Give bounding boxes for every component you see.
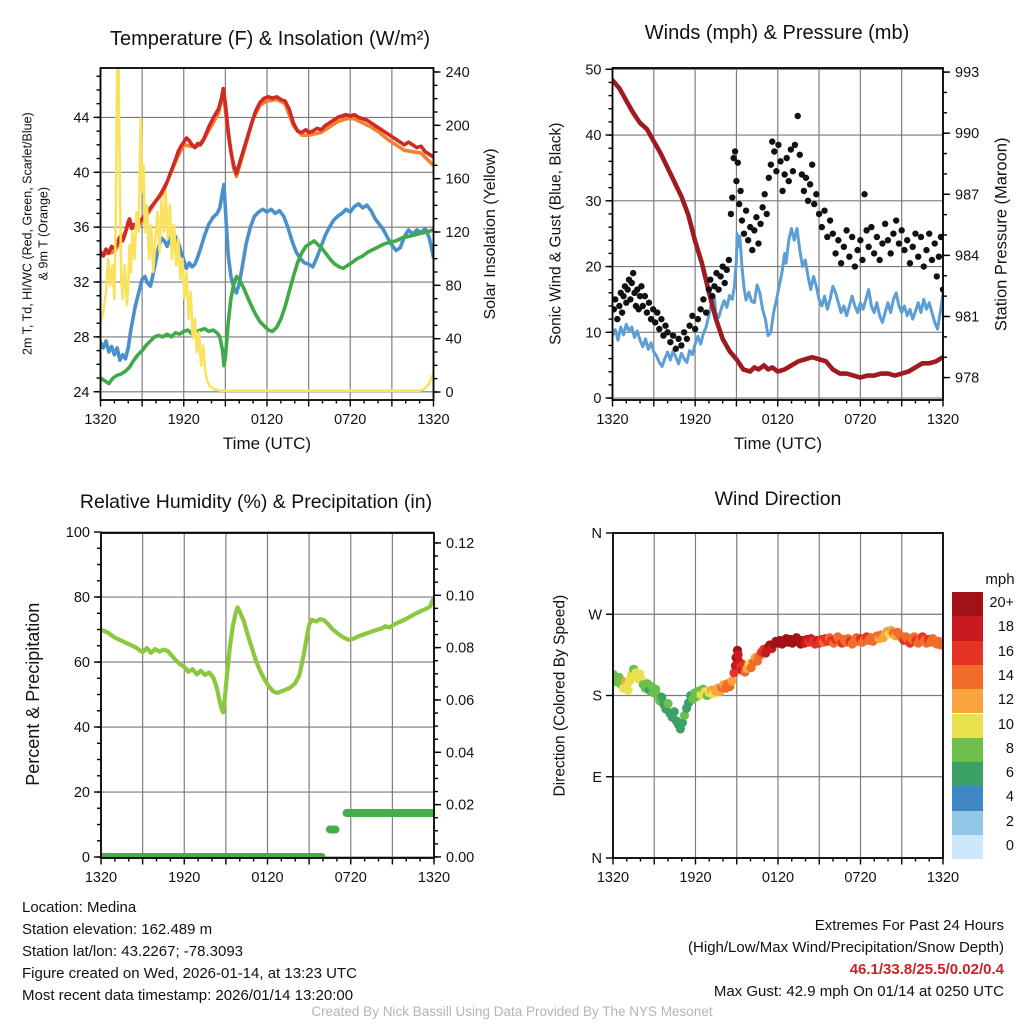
svg-text:1320: 1320 [926,870,960,886]
gusts-dot [620,293,626,299]
gusts-dot [717,273,723,279]
gusts-dot [835,237,841,243]
gusts-dot [735,159,741,165]
svg-text:10: 10 [585,325,602,342]
gusts-dot [707,276,713,282]
svg-text:990: 990 [955,126,980,143]
max-gust-text: Max Gust: 42.9 mph On 01/14 at 0250 UTC [713,983,1004,1000]
svg-text:0120: 0120 [251,870,284,886]
extremes-values: 46.1/33.8/25.5/0.02/0.4 [849,961,1004,978]
gusts-dot [753,214,759,220]
winds-x-axis-label: Time (UTC) [733,434,823,453]
winds-series [611,80,947,377]
gusts-dot [852,263,858,269]
svg-text:0.04: 0.04 [446,745,475,762]
gusts-dot [616,303,622,309]
gusts-dot [709,293,715,299]
gusts-dot [910,244,916,250]
svg-text:978: 978 [955,370,980,387]
temperature-left-axis-label-line1: 2m T, Td, HI/WC (Red, Green, Scarlet/Blue) [20,112,35,355]
svg-text:0: 0 [81,850,90,867]
gusts-dot [816,211,822,217]
gusts-dot [706,286,712,292]
direction-colored-by-speed-dot [670,707,679,716]
svg-text:1320: 1320 [596,870,630,886]
gusts-dot [890,230,896,236]
gusts-dot [654,309,660,315]
svg-text:1920: 1920 [679,870,712,886]
gusts-dot [766,175,772,181]
gusts-dot [749,247,755,253]
gusts-dot [733,178,739,184]
legend-swatch-6 [952,762,983,786]
gusts-dot [614,316,620,322]
legend-swatch-16 [952,641,983,665]
temperature-x-axis-label: Time (UTC) [222,434,312,453]
gusts-dot [896,240,902,246]
gusts-dot [827,217,833,223]
credit-line: Created By Nick Bassill Using Data Provided By The NYS Mesonet [311,1004,713,1019]
gusts-dot [670,332,676,338]
gusts-dot [630,270,636,276]
svg-text:0.02: 0.02 [446,797,475,814]
svg-text:0720: 0720 [844,870,877,886]
wind_direction-chart [588,526,959,886]
gusts-dot [726,257,732,263]
gusts-dot [809,161,815,167]
temperature-chart-title: Temperature (F) & Insolation (W/m²) [109,28,431,50]
svg-text:N: N [591,526,602,542]
svg-text:1920: 1920 [678,412,712,428]
legend-label-8: 8 [1005,740,1014,757]
wind_direction-tick-labels [588,526,959,886]
gusts-dot [887,250,893,256]
gusts-dot [675,336,681,342]
gusts-dot [729,194,735,200]
svg-text:32: 32 [73,275,90,292]
gusts-dot [898,227,904,233]
svg-text:984: 984 [955,248,980,265]
gusts-dot [741,230,747,236]
gusts-dot [768,161,774,167]
gusts-dot [932,240,938,246]
gusts-dot [769,138,775,144]
gusts-dot [652,319,658,325]
gusts-dot [739,217,745,223]
gusts-dot [838,260,844,266]
gusts-dot [790,168,796,174]
gusts-dot [627,296,633,302]
station-location: Location: Medina [22,899,137,916]
gusts-dot [868,224,874,230]
gusts-dot [805,198,811,204]
svg-text:40: 40 [445,331,462,348]
svg-text:0720: 0720 [334,870,367,886]
legend-swatch-2 [952,811,983,835]
legend-label-20+: 20+ [989,595,1014,611]
svg-text:W: W [588,607,602,624]
legend-swatch-10 [952,714,983,738]
gusts-dot [743,207,749,213]
gusts-dot [689,313,695,319]
gusts-dot [918,234,924,240]
gusts-dot [803,175,809,181]
gusts-dot [885,237,891,243]
gusts-dot [901,247,907,253]
legend-swatch-0 [952,835,983,859]
winds-chart [585,62,979,428]
pressure-right-axis-label: Station Pressure (Maroon) [992,137,1011,332]
humidity-left-axis-label: Percent & Precipitation [22,602,43,786]
gusts-dot [771,148,777,154]
extremes-header: Extremes For Past 24 Hours [814,917,1004,934]
svg-text:20: 20 [73,785,90,802]
gusts-dot [692,326,698,332]
wind-direction-left-axis-label: Direction (Colored By Speed) [551,594,569,797]
gusts-dot [781,171,787,177]
gusts-dot [755,240,761,246]
legend-swatch-8 [952,738,983,762]
gusts-dot [658,316,664,322]
svg-text:60: 60 [73,655,90,672]
gusts-dot [876,257,882,263]
gusts-dot [795,113,801,119]
gusts-dot [859,257,865,263]
winds-chart-title: Winds (mph) & Pressure (mb) [644,22,910,44]
legend-swatch-4 [952,786,983,810]
gusts-dot [624,286,630,292]
gusts-dot [926,230,932,236]
svg-text:0720: 0720 [844,412,877,428]
gusts-dot [773,168,779,174]
gusts-dot [751,227,757,233]
gusts-dot [854,247,860,253]
legend-label-18: 18 [997,619,1014,636]
svg-text:1920: 1920 [168,870,201,886]
gusts-dot [786,178,792,184]
gusts-dot [646,300,652,306]
gusts-dot [893,217,899,223]
svg-text:28: 28 [73,329,90,346]
svg-text:993: 993 [955,65,980,82]
extremes-subheader: (High/Low/Max Wind/Precipitation/Snow Depth) [688,939,1004,956]
gusts-dot [811,201,817,207]
most-recent-data-timestamp: Most recent data timestamp: 2026/01/14 13:20:00 [22,987,354,1004]
legend-label-6: 6 [1005,765,1014,782]
gusts-dot [678,342,684,348]
svg-text:100: 100 [65,525,90,542]
legend-label-10: 10 [997,716,1014,733]
direction-colored-by-speed-dot [727,676,736,685]
legend-label-4: 4 [1005,789,1014,806]
legend-swatch-12 [952,689,983,713]
insolation-right-axis-label: Solar Insolation (Yellow) [482,148,499,320]
svg-text:1320: 1320 [926,412,960,428]
gusts-dot [640,303,646,309]
gusts-dot [728,211,734,217]
figure-created-timestamp: Figure created on Wed, 2026-01-14, at 13:23 UTC [22,965,357,982]
svg-text:N: N [591,851,602,867]
gusts-dot [934,273,940,279]
svg-text:40: 40 [73,165,90,182]
gusts-dot [732,148,738,154]
legend-swatch-18 [952,616,983,640]
legend-label-12: 12 [997,692,1014,709]
winds-tick-labels [585,62,979,428]
svg-text:1320: 1320 [596,412,629,428]
gusts-dot [821,207,827,213]
gusts-dot [777,158,783,164]
gusts-dot [644,309,650,315]
direction-colored-by-speed-dot [663,699,672,708]
gusts-dot [681,329,687,335]
gusts-dot [830,230,836,236]
gusts-dot [849,234,855,240]
svg-text:44: 44 [73,110,90,127]
svg-text:40: 40 [73,720,90,737]
gusts-dot [662,323,668,329]
svg-text:E: E [592,769,602,786]
gusts-dot [664,329,670,335]
direction-colored-by-speed-dot [624,685,633,694]
svg-text:0.06: 0.06 [446,692,475,709]
gusts-dot [761,191,767,197]
svg-text:981: 981 [955,309,980,326]
gusts-dot [832,250,838,256]
gusts-dot [757,221,763,227]
gusts-dot [784,155,790,161]
gusts-dot [745,237,751,243]
humidity-chart [66,525,474,886]
gusts-dot [923,247,929,253]
humidity-tick-labels [66,525,474,886]
svg-text:24: 24 [73,384,90,401]
winds-left-axis-label: Sonic Wind & Gust (Blue, Black) [547,122,565,345]
svg-text:1320: 1320 [84,412,117,428]
svg-text:80: 80 [73,590,90,607]
svg-text:160: 160 [445,171,470,188]
svg-text:0.12: 0.12 [446,535,475,552]
svg-text:0.10: 0.10 [446,588,475,605]
svg-text:40: 40 [585,128,602,145]
gusts-dot [797,152,803,158]
gusts-dot [865,244,871,250]
gusts-dot [700,296,706,302]
svg-text:50: 50 [585,62,602,79]
gusts-dot [686,323,692,329]
svg-text:1320: 1320 [417,870,451,886]
svg-text:1320: 1320 [417,412,450,428]
gusts-dot [667,339,673,345]
gusts-dot [695,316,701,322]
gusts-dot [907,260,913,266]
legend-swatch-14 [952,665,983,689]
gusts-dot [871,250,877,256]
gusts-dot [638,283,644,289]
svg-text:20: 20 [585,259,602,276]
gusts-dot [673,346,679,352]
temperature-left-axis-label [20,54,51,414]
gusts-dot [882,221,888,227]
gusts-dot [775,142,781,148]
svg-text:0: 0 [593,391,602,408]
gusts-dot [813,191,819,197]
gusts-dot [801,188,807,194]
gusts-dot [921,263,927,269]
wind-direction-chart-title: Wind Direction [714,488,842,510]
gusts-dot [857,237,863,243]
svg-text:120: 120 [445,225,470,241]
gusts-dot [656,326,662,332]
gusts-dot [619,309,625,315]
gusts-dot [904,237,910,243]
gusts-dot [764,211,770,217]
svg-text:200: 200 [445,118,470,135]
legend-swatch-20+ [952,592,983,616]
station-latlon: Station lat/lon: 43.2267; -78.3093 [22,943,244,960]
humidity-chart-title: Relative Humidity (%) & Precipitation (in) [79,491,433,513]
svg-text:36: 36 [73,220,90,237]
svg-text:987: 987 [955,187,980,204]
gusts-dot [703,309,709,315]
gusts-dot [819,224,825,230]
gusts-dot [722,280,728,286]
svg-text:1920: 1920 [167,412,200,428]
svg-text:1320: 1320 [84,870,118,886]
gusts-dot [715,286,721,292]
gusts-dot [843,227,849,233]
svg-text:0120: 0120 [761,870,795,886]
svg-text:0120: 0120 [250,412,284,428]
gusts-dot [629,280,635,286]
gusts-dot [915,253,921,259]
gusts-dot [912,230,918,236]
svg-text:0720: 0720 [334,412,367,428]
svg-text:30: 30 [585,193,602,210]
gusts-dot [824,234,830,240]
gusts-dot [846,253,852,259]
gusts-dot [879,240,885,246]
svg-text:0.00: 0.00 [446,849,475,866]
legend-label-14: 14 [997,667,1014,684]
gusts-dot [737,188,743,194]
gusts-dot [874,234,880,240]
legend-label-16: 16 [997,643,1014,660]
svg-text:0.08: 0.08 [446,640,475,657]
temperature-left-axis-label-line2: & 9m T (Orange) [36,186,50,281]
legend-label-0: 0 [1005,838,1014,854]
svg-text:0: 0 [445,385,454,401]
gusts-dot [841,244,847,250]
svg-text:240: 240 [445,65,470,81]
gusts-dot [684,336,690,342]
svg-text:0120: 0120 [761,412,794,428]
svg-text:80: 80 [445,278,462,295]
gusts-dot [936,253,942,259]
legend-title-mph: mph [985,571,1015,588]
gusts-dot [929,257,935,263]
gusts-dot [807,181,813,187]
gusts-dot [792,142,798,148]
gusts-dot [779,188,785,194]
gusts-dot [861,191,867,197]
gusts-dot [697,306,703,312]
station-elevation: Station elevation: 162.489 m [22,921,213,938]
gusts-dot [759,204,765,210]
gusts-dot [736,201,742,207]
temperature-chart [73,64,469,428]
gusts-dot [642,293,648,299]
legend-label-2: 2 [1005,813,1014,830]
svg-text:S: S [592,688,602,705]
gusts-dot [724,267,730,273]
